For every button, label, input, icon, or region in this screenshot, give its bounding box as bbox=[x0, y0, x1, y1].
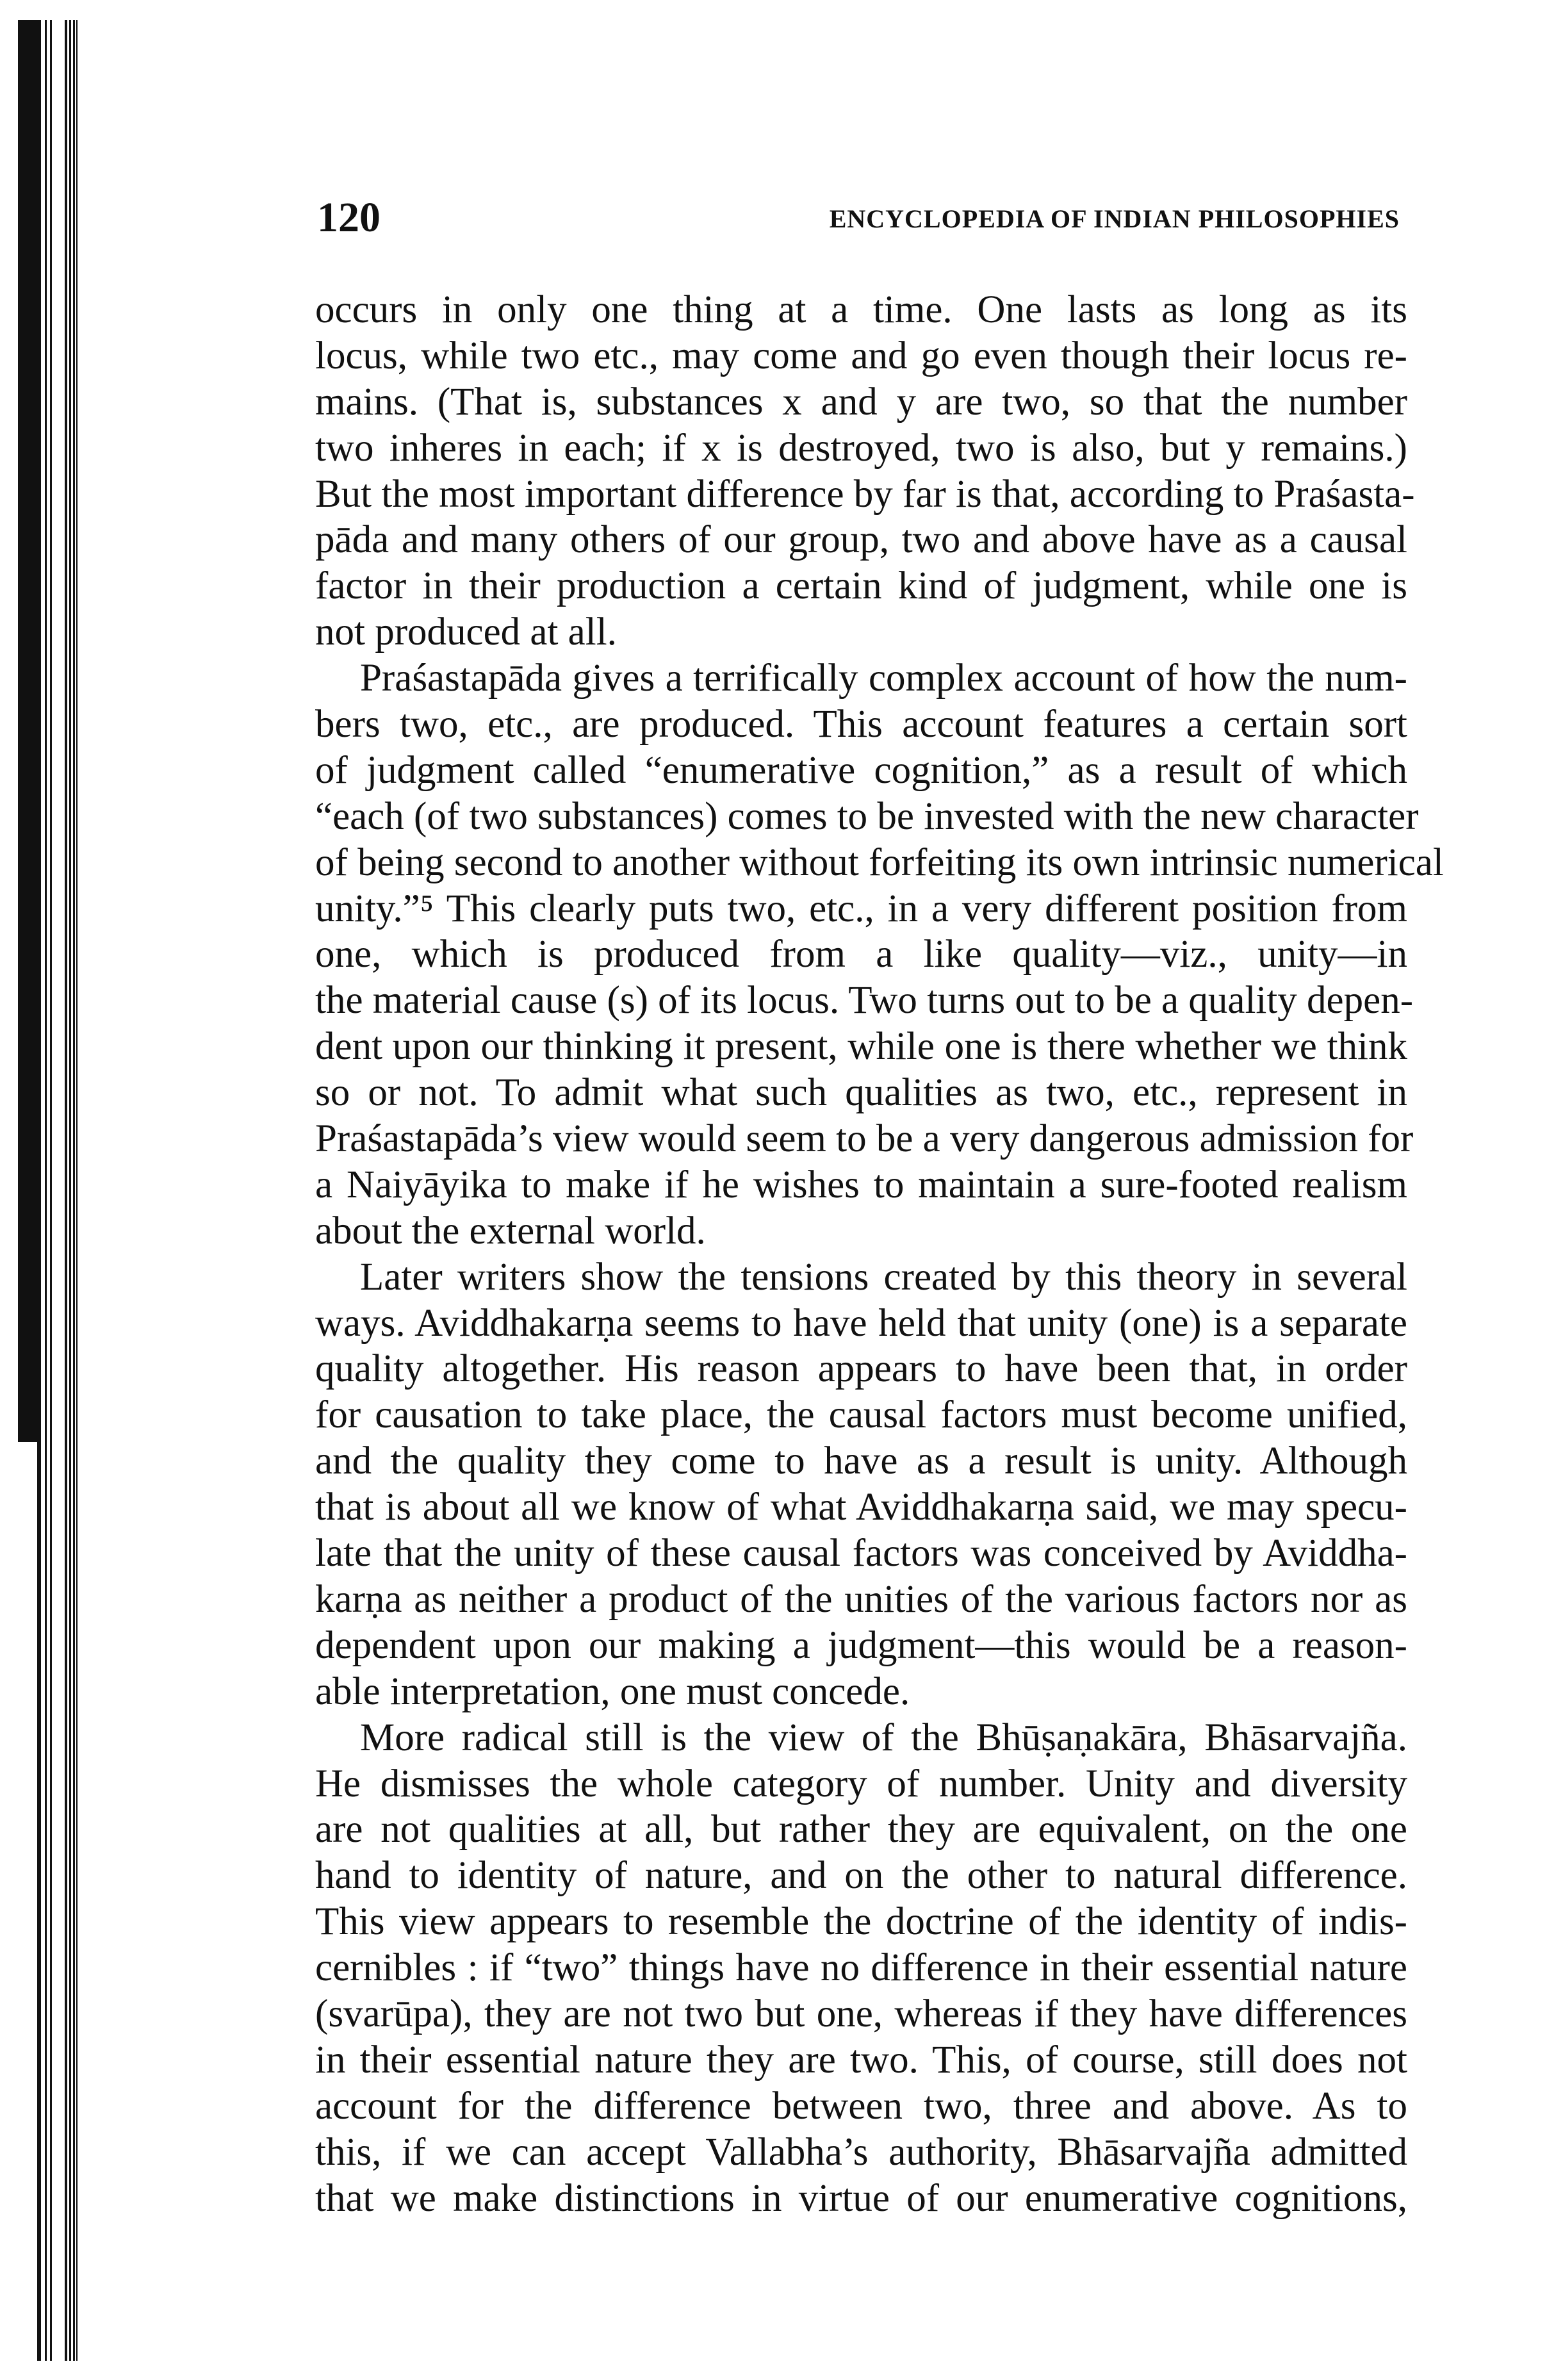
binding-line bbox=[37, 20, 41, 2361]
text-line: account for the difference between two, three and above. As to bbox=[315, 2084, 1407, 2128]
text-line: Praśastapāda gives a terrifically complex account of how the num- bbox=[360, 657, 1407, 700]
text-line: But the most important difference by far is that, according to Praśasta- bbox=[315, 472, 1415, 516]
text-line: bers two, etc., are produced. This account features a certain sort bbox=[315, 703, 1407, 746]
text-line: of being second to another without forfeiting its own intrinsic numerical bbox=[315, 841, 1444, 884]
binding-line bbox=[76, 20, 78, 2361]
paragraph bbox=[315, 287, 1415, 655]
body-text bbox=[315, 287, 1444, 2221]
binding-line bbox=[73, 20, 75, 2361]
text-line: This view appears to resemble the doctrine of the identity of indis- bbox=[315, 1900, 1407, 1944]
text-line: about the external world. bbox=[315, 1209, 706, 1252]
text-line: for causation to take place, the causal factors must become unified, bbox=[315, 1393, 1407, 1437]
text-line: pāda and many others of our group, two and above have as a causal bbox=[315, 518, 1407, 562]
text-line: unity.”⁵ This clearly puts two, etc., in a very different position from bbox=[315, 887, 1407, 930]
running-head bbox=[317, 192, 1406, 243]
text-line: occurs in only one thing at a time. One lasts as long as its bbox=[315, 288, 1407, 331]
text-line: one, which is produced from a like quality—viz., unity—in bbox=[315, 933, 1407, 976]
text-line: so or not. To admit what such qualities as two, etc., represent in bbox=[315, 1071, 1407, 1115]
paragraph bbox=[315, 1254, 1407, 1715]
binding-line bbox=[45, 20, 47, 2361]
text-line: in their essential nature they are two. This, of course, still does not bbox=[315, 2038, 1407, 2081]
text-line: of judgment called “enumerative cognition,” as a result of which bbox=[315, 748, 1407, 792]
text-line: able interpretation, one must concede. bbox=[315, 1670, 910, 1713]
text-line: dent upon our thinking it present, while one is there whether we think bbox=[315, 1025, 1407, 1069]
paragraph bbox=[315, 1715, 1407, 2222]
text-line: More radical still is the view of the Bhūṣaṇakāra, Bhāsarvajña. bbox=[360, 1716, 1407, 1759]
text-line: a Naiyāyika to make if he wishes to maintain a sure-footed realism bbox=[315, 1163, 1407, 1206]
binding-line bbox=[69, 20, 71, 2361]
text-line: Praśastapāda’s view would seem to be a very dangerous admission for bbox=[315, 1117, 1414, 1161]
text-line: not produced at all. bbox=[315, 611, 617, 654]
text-line: late that the unity of these causal factors was conceived by Aviddha- bbox=[315, 1532, 1407, 1575]
text-line: this, if we can accept Vallabha’s authority, Bhāsarvajña admitted bbox=[315, 2130, 1407, 2174]
binding-line bbox=[65, 20, 67, 2361]
text-line: cernibles : if “two” things have no difference in their essential nature bbox=[315, 1946, 1407, 1990]
text-line: factor in their production a certain kind of judgment, while one is bbox=[315, 564, 1407, 608]
text-line: the material cause (s) of its locus. Two turns out to be a quality depen- bbox=[315, 979, 1414, 1022]
text-line: are not qualities at all, but rather they are equivalent, on the one bbox=[315, 1808, 1407, 1851]
text-line: (svarūpa), they are not two but one, whereas if they have differences bbox=[315, 1992, 1407, 2035]
text-line: “each (of two substances) comes to be invested with the new character bbox=[315, 794, 1419, 838]
text-line: mains. (That is, substances x and y are two, so that the number bbox=[315, 380, 1407, 423]
paragraph bbox=[315, 655, 1444, 1254]
text-line: He dismisses the whole category of number. Unity and diversity bbox=[315, 1762, 1407, 1805]
binding-shadow-band bbox=[18, 20, 37, 1442]
text-line: that is about all we know of what Aviddhakarṇa said, we may specu- bbox=[315, 1486, 1407, 1529]
page-number: 120 bbox=[317, 194, 381, 241]
text-line: quality altogether. His reason appears to have been that, in order bbox=[315, 1347, 1407, 1391]
text-line: karṇa as neither a product of the unities of the various factors nor as bbox=[315, 1577, 1407, 1621]
text-line: and the quality they come to have as a result is unity. Although bbox=[315, 1440, 1407, 1483]
text-line: ways. Aviddhakarṇa seems to have held that unity (one) is a separate bbox=[315, 1301, 1407, 1345]
text-line: that we make distinctions in virtue of our enumerative cognitions, bbox=[315, 2176, 1407, 2220]
text-line: Later writers show the tensions created by this theory in several bbox=[360, 1255, 1407, 1299]
text-line: hand to identity of nature, and on the other to natural difference. bbox=[315, 1854, 1407, 1898]
book-binding-edge bbox=[0, 20, 83, 2361]
text-line: dependent upon our making a judgment—this would be a reason- bbox=[315, 1623, 1407, 1667]
text-line: locus, while two etc., may come and go even though their locus re- bbox=[315, 334, 1407, 377]
text-line: two inheres in each; if x is destroyed, two is also, but y remains.) bbox=[315, 426, 1407, 470]
binding-line bbox=[50, 20, 52, 2361]
running-head-title: ENCYCLOPEDIA OF INDIAN PHILOSOPHIES bbox=[829, 204, 1400, 233]
